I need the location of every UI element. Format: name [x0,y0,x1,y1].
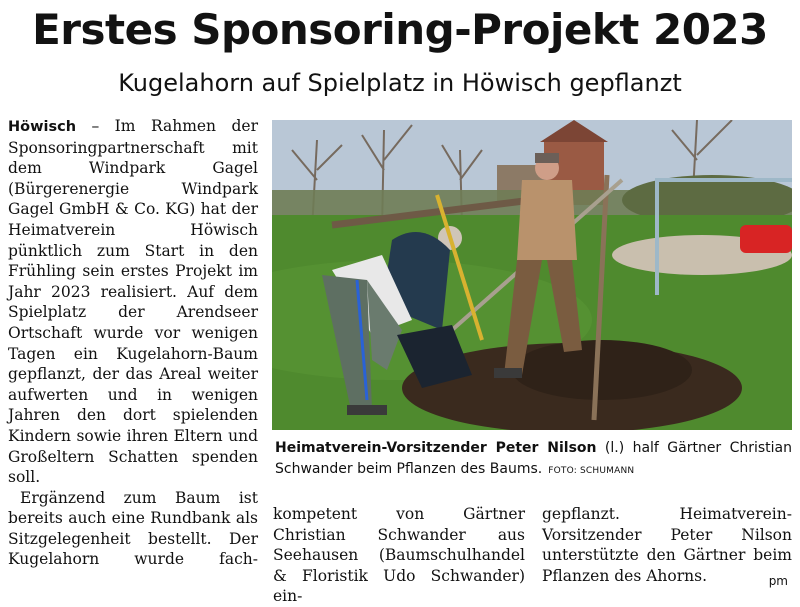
paragraph-2-part-1: Ergänzend zum Baum ist bereits auch eine Rundbank als Sitzgelegenheit bestellt. Der Kugelahorn wurde fach- [8,488,258,569]
article-column-middle: kompetent von Gärtner Christian Schwander aus Seehausen (Baumschulhandel & Floristik Udo Schwander) ein- [273,505,525,606]
author-initials: pm [768,574,788,588]
article-column-right: gepflanzt. Heimatverein-Vorsitzender Peter Nilson unterstützte den Gärtner beim Pflanzen des Ahorns. [542,505,792,585]
caption-bold: Heimatverein-Vorsitzender Peter Nilson [275,440,597,456]
paragraph-1 [8,116,258,488]
paragraph-1-text: Im Rahmen der Sponsoringpartnerschaft mit dem Windpark Gagel (Bürgerenergie Windpark Gagel GmbH & Co. KG) hat der Heimatverein Höwisch pünktlich zum Start in den Frühling sein erstes Projekt im Jahr 2023 realisiert. Auf dem Spielplatz der Arendseer Ortschaft wurde vor wenigen Tagen ein Kugelahorn-Baum gepflanzt, der das Areal weiter aufwerten und in wenigen Jahren den dort spielenden Kindern sowie ihren Eltern und Großeltern Schatten spenden soll. [8,117,258,487]
dateline-dash: – [76,117,115,135]
photo-caption [275,438,792,482]
tree-planting-illustration [272,120,792,430]
dateline: Höwisch [8,119,77,135]
headline: Erstes Sponsoring-Projekt 2023 [32,5,768,54]
tree-planting-photo [272,120,792,430]
article-column-left [8,116,258,570]
photo-credit: FOTO: SCHUMANN [548,466,635,476]
subheadline: Kugelahorn auf Spielplatz in Höwisch gepflanzt [118,69,682,97]
caption-text: (l.) half Gärtner Christian Schwander beim Pflanzen des Baums. [275,440,793,477]
